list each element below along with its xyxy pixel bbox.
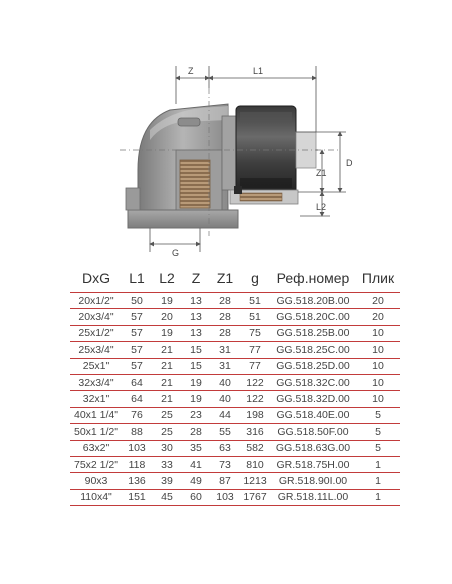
cell-l1: 57 (122, 325, 152, 341)
cell-dxg: 50x1 1/2" (70, 424, 122, 440)
dim-label-d: D (346, 158, 353, 168)
cell-g: 75 (240, 325, 270, 341)
table-row (70, 342, 400, 358)
cell-z1: 63 (210, 440, 240, 456)
cell-z: 41 (182, 456, 210, 472)
cell-l2: 21 (152, 391, 182, 407)
cell-g: 198 (240, 407, 270, 423)
table-row (70, 358, 400, 374)
cell-z: 15 (182, 342, 210, 358)
cell-dxg: 63x2" (70, 440, 122, 456)
header-z1: Z1 (210, 268, 240, 293)
cell-pack: 1 (356, 456, 400, 472)
cell-ref-number: GG.518.20C.00 (270, 309, 356, 325)
cell-ref-number: GG.518.50F.00 (270, 424, 356, 440)
cell-z1: 40 (210, 374, 240, 390)
table-row (70, 309, 400, 325)
cell-ref-number: GG.518.32D.00 (270, 391, 356, 407)
cell-dxg: 40x1 1/4" (70, 407, 122, 423)
cell-l2: 19 (152, 293, 182, 309)
elbow-body (126, 104, 238, 228)
cell-z1: 31 (210, 358, 240, 374)
cell-z: 28 (182, 424, 210, 440)
cell-l1: 57 (122, 342, 152, 358)
header-l1: L1 (122, 268, 152, 293)
header-z: Z (182, 268, 210, 293)
cell-pack: 5 (356, 424, 400, 440)
cell-z1: 28 (210, 325, 240, 341)
cell-z1: 28 (210, 293, 240, 309)
cell-z: 13 (182, 325, 210, 341)
table-row (70, 456, 400, 472)
table-row (70, 424, 400, 440)
header-ref-number: Реф.номер (270, 268, 356, 293)
cell-l2: 19 (152, 325, 182, 341)
cell-l1: 136 (122, 473, 152, 489)
cell-g: 77 (240, 342, 270, 358)
cell-pack: 1 (356, 489, 400, 505)
cell-l1: 151 (122, 489, 152, 505)
cell-l2: 20 (152, 309, 182, 325)
cell-l1: 50 (122, 293, 152, 309)
cell-l1: 57 (122, 309, 152, 325)
cell-g: 122 (240, 391, 270, 407)
cell-ref-number: GG.518.25D.00 (270, 358, 356, 374)
spec-table (70, 268, 400, 506)
cell-l2: 21 (152, 342, 182, 358)
cell-z: 19 (182, 391, 210, 407)
cell-l2: 45 (152, 489, 182, 505)
table-row (70, 489, 400, 505)
cell-l1: 76 (122, 407, 152, 423)
dim-label-l2: L2 (316, 202, 327, 212)
cell-z1: 44 (210, 407, 240, 423)
cell-l2: 25 (152, 424, 182, 440)
cell-dxg: 32x3/4" (70, 374, 122, 390)
cell-z1: 103 (210, 489, 240, 505)
cell-l1: 88 (122, 424, 152, 440)
cell-dxg: 110x4" (70, 489, 122, 505)
table-row (70, 325, 400, 341)
cell-g: 77 (240, 358, 270, 374)
cell-pack: 5 (356, 407, 400, 423)
cell-pack: 10 (356, 342, 400, 358)
cell-z: 13 (182, 309, 210, 325)
elbow-fitting-drawing (0, 0, 452, 270)
cell-g: 810 (240, 456, 270, 472)
cell-g: 1767 (240, 489, 270, 505)
table-body (70, 293, 400, 506)
cell-dxg: 25x1" (70, 358, 122, 374)
cell-l1: 103 (122, 440, 152, 456)
cell-z: 60 (182, 489, 210, 505)
header-dxg: DxG (70, 268, 122, 293)
cell-dxg: 32x1" (70, 391, 122, 407)
cell-pack: 10 (356, 325, 400, 341)
cell-pack: 20 (356, 293, 400, 309)
dim-label-z1: Z1 (316, 168, 327, 178)
cell-g: 1213 (240, 473, 270, 489)
cell-g: 51 (240, 309, 270, 325)
cell-dxg: 90x3 (70, 473, 122, 489)
header-pack: Плик (356, 268, 400, 293)
cell-z: 35 (182, 440, 210, 456)
cell-l2: 25 (152, 407, 182, 423)
cell-g: 316 (240, 424, 270, 440)
cell-pack: 5 (356, 440, 400, 456)
cell-pack: 1 (356, 473, 400, 489)
cell-l1: 57 (122, 358, 152, 374)
compression-nut (222, 106, 316, 204)
table-row (70, 374, 400, 390)
cell-l1: 64 (122, 374, 152, 390)
cell-ref-number: GG.518.25B.00 (270, 325, 356, 341)
table-row (70, 293, 400, 309)
cell-l1: 118 (122, 456, 152, 472)
cell-l1: 64 (122, 391, 152, 407)
cell-z: 13 (182, 293, 210, 309)
cell-ref-number: GG.518.32C.00 (270, 374, 356, 390)
cell-pack: 10 (356, 358, 400, 374)
dim-label-g: G (172, 248, 180, 258)
cell-l2: 30 (152, 440, 182, 456)
cell-z: 15 (182, 358, 210, 374)
cell-ref-number: GR.518.11L.00 (270, 489, 356, 505)
dim-label-l1: L1 (253, 66, 264, 76)
cell-l2: 33 (152, 456, 182, 472)
cell-z1: 87 (210, 473, 240, 489)
cell-ref-number: GG.518.25C.00 (270, 342, 356, 358)
cell-dxg: 20x1/2" (70, 293, 122, 309)
cell-z1: 73 (210, 456, 240, 472)
cell-z1: 40 (210, 391, 240, 407)
cell-g: 122 (240, 374, 270, 390)
cell-ref-number: GR.518.90I.00 (270, 473, 356, 489)
cell-l2: 21 (152, 374, 182, 390)
cell-g: 51 (240, 293, 270, 309)
cell-ref-number: GG.518.63G.00 (270, 440, 356, 456)
cell-ref-number: GG.518.40E.00 (270, 407, 356, 423)
cell-pack: 10 (356, 391, 400, 407)
cell-z: 49 (182, 473, 210, 489)
table-header-row (70, 268, 400, 293)
table-row (70, 440, 400, 456)
cell-l2: 39 (152, 473, 182, 489)
cell-pack: 20 (356, 309, 400, 325)
cell-g: 582 (240, 440, 270, 456)
cell-dxg: 25x1/2" (70, 325, 122, 341)
cell-z1: 28 (210, 309, 240, 325)
cell-z: 19 (182, 374, 210, 390)
cell-pack: 10 (356, 374, 400, 390)
cell-dxg: 25x3/4" (70, 342, 122, 358)
cell-ref-number: GG.518.20B.00 (270, 293, 356, 309)
table-row (70, 407, 400, 423)
table-row (70, 391, 400, 407)
table-row (70, 473, 400, 489)
cell-z1: 31 (210, 342, 240, 358)
cell-dxg: 75x2 1/2" (70, 456, 122, 472)
cell-z1: 55 (210, 424, 240, 440)
header-g: g (240, 268, 270, 293)
cell-ref-number: GR.518.75H.00 (270, 456, 356, 472)
cell-l2: 21 (152, 358, 182, 374)
cell-dxg: 20x3/4" (70, 309, 122, 325)
cell-z: 23 (182, 407, 210, 423)
dim-label-z: Z (188, 66, 194, 76)
header-l2: L2 (152, 268, 182, 293)
